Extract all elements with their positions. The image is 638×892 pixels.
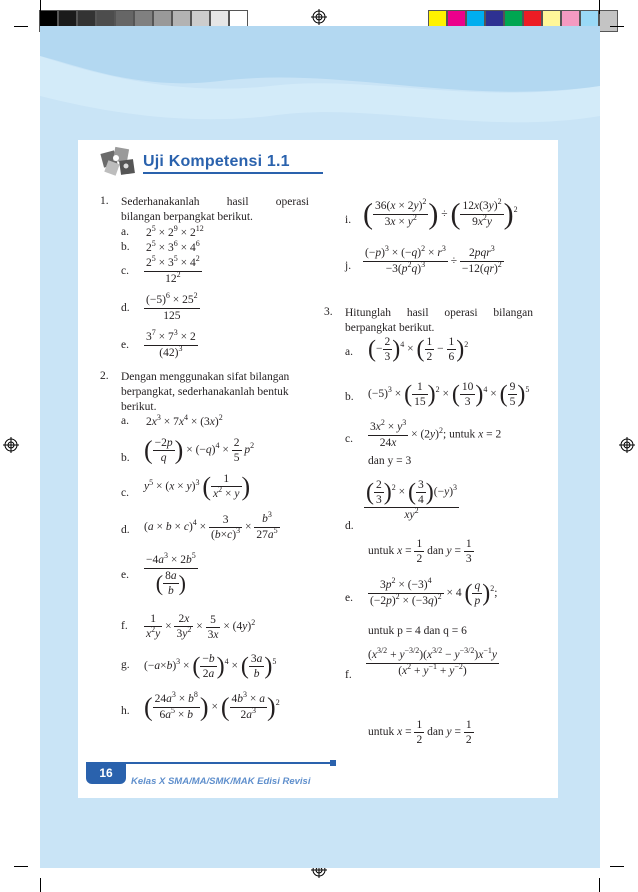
crop-mark <box>610 866 624 867</box>
footer-rule-end <box>330 760 336 766</box>
item-label: b. <box>121 241 130 253</box>
item-label: h. <box>121 705 130 717</box>
crop-mark <box>40 0 41 14</box>
math-expression: ( $\frac{36(x \times 2y)^2}{3x \times y^2}$ ) ÷ ( $\frac{12x(3y)^2}{9x^2y}$ )$^2$ <box>363 197 518 231</box>
math-expression: $(-5)^3$ × ( $\frac{1}{15}$ )$^2$ × ( $\frac{10}{3}$ )$^4$ × ( $\frac{9}{5}$ )$^5$ <box>368 381 530 408</box>
registration-mark-icon <box>619 437 635 453</box>
book-title: Kelas X SMA/MA/SMK/MAK Edisi Revisi <box>131 776 311 787</box>
math-expression: $\frac{3x^2 \times y^3}{24x}$ × $(2y)^2$; untuk x = 2 <box>370 418 502 449</box>
item-label: f. <box>121 620 128 632</box>
item-label: d. <box>345 520 354 532</box>
condition-text: untuk x = $\frac{1}{2}$ dan y = $\frac{1}{3}$ <box>368 538 472 565</box>
registration-mark-icon <box>3 437 19 453</box>
item-label: e. <box>121 569 129 581</box>
question-text: berpangkat berikut. <box>345 322 435 334</box>
item-label: i. <box>345 214 352 226</box>
item-label: a. <box>345 346 353 358</box>
question-text: Dengan menggunakan sifat bilangan <box>121 371 290 383</box>
page-number: 16 <box>86 762 126 784</box>
math-expression: $\frac{3p^2 \times (-3)^4}{(-2p)^2 \times (-3q)^2}$ × 4 ( $\frac{q}{p}$ )$^2$; <box>370 576 498 607</box>
item-label: a. <box>121 415 129 427</box>
question-number: 2. <box>100 370 109 382</box>
math-expression: ( $\frac{-2p}{q}$ ) × $(-q)^4$ × $\frac{2}{5}$ $p^2$ <box>144 435 255 465</box>
item-label: g. <box>121 659 130 671</box>
condition-text: untuk p = 4 dan q = 6 <box>368 625 467 637</box>
math-expression: $\frac{(-p)^3 \times (-q)^2 \times r^3}{-3(p^2q)^3}$ ÷ $\frac{2pqr^3}{-12(qr)^2}$ <box>365 244 502 275</box>
item-label: c. <box>121 265 129 277</box>
crop-mark <box>610 26 624 27</box>
condition-text: dan y = 3 <box>368 455 412 467</box>
item-label: a. <box>121 226 129 238</box>
math-expression: ( $\frac{24a^3 \times b^8}{6a^5 \times b}$ ) × ( $\frac{4b^3 \times a}{2a^3}$ )$^2$ <box>144 690 280 722</box>
question-text: Sederhanakanlah hasil operasi <box>121 196 309 208</box>
item-label: f. <box>345 669 352 681</box>
math-expression: $y^5 \times (x \times y)^3$ ( $\frac{1}{x^2 \times y}$ ) <box>144 472 251 501</box>
crop-mark <box>599 878 600 892</box>
math-expression: $\frac{1}{x^2y}$ × $\frac{2x}{3y^2}$ × $\frac{5}{3x}$ × $(4y)^2$ <box>146 613 256 641</box>
registration-mark-icon <box>311 9 327 25</box>
condition-text: untuk x = $\frac{1}{2}$ dan y = $\frac{1}{2}$ <box>368 719 472 746</box>
math-expression: (− $\frac{2}{3}$ )$^4$ × ( $\frac{1}{2}$ − $\frac{1}{6}$ )$^2$ <box>368 336 469 363</box>
item-label: b. <box>121 452 130 464</box>
item-label: c. <box>121 487 129 499</box>
math-expression: $\frac{(-5)^6 \times 25^2}{125}$ <box>146 291 198 322</box>
question-text: berpangkat, sederhanakanlah bentuk <box>121 386 289 398</box>
item-label: d. <box>121 524 130 536</box>
math-expression: ( $\frac{2}{3}$ )$^2$ × ( $\frac{3}{4}$ )$(-y)^3$ $xy^2$ <box>366 479 458 521</box>
math-expression: $2^5 \times 3^6 \times 4^6$ <box>146 239 200 254</box>
question-text: berikut. <box>121 401 157 413</box>
math-expression: $-4a^3 \times 2b^5$ ( $\frac{8a}{b}$ ) <box>146 551 196 597</box>
item-label: d. <box>121 302 130 314</box>
puzzle-icon <box>100 146 140 178</box>
crop-mark <box>14 26 28 27</box>
math-expression: $\frac{(x^{3/2} + y^{-3/2})(x^{3/2} - y^{-3/2})x^{-1}y}{(x^2 + y^{-1} + y^{-2})}$ <box>368 646 497 677</box>
item-label: e. <box>345 592 353 604</box>
question-number: 1. <box>100 195 109 207</box>
question-text: bilangan berpangkat berikut. <box>121 211 253 223</box>
crop-mark <box>14 866 28 867</box>
item-label: b. <box>345 391 354 403</box>
math-expression: $\frac{2^5 \times 3^5 \times 4^2}{12^2}$ <box>146 254 200 285</box>
crop-mark <box>599 0 600 14</box>
item-label: c. <box>345 433 353 445</box>
math-expression: $2^5 \times 2^9 \times 2^{12}$ <box>146 224 204 239</box>
title-underline <box>143 172 323 174</box>
item-label: e. <box>121 339 129 351</box>
crop-mark <box>40 878 41 892</box>
section-title: Uji Kompetensi 1.1 <box>143 153 290 170</box>
math-expression: $\frac{3^7 \times 7^3 \times 2}{(42)^3}$ <box>146 328 196 359</box>
question-number: 3. <box>324 306 333 318</box>
math-expression: $(a \times b \times c)^4$ × $\frac{3}{(b\times c)^3}$ × $\frac{b^3}{27a^5}$ <box>144 510 278 541</box>
item-label: j. <box>345 260 352 272</box>
question-text: Hitunglah hasil operasi bilangan <box>345 307 533 319</box>
math-expression: $(-a\times b)^3$ × ( $\frac{-b}{2a}$ )$^4$ × ( $\frac{3a}{b}$ )$^5$ <box>144 653 277 680</box>
math-expression: $2x^3 \times 7x^4 \times (3x)^2$ <box>146 413 223 428</box>
